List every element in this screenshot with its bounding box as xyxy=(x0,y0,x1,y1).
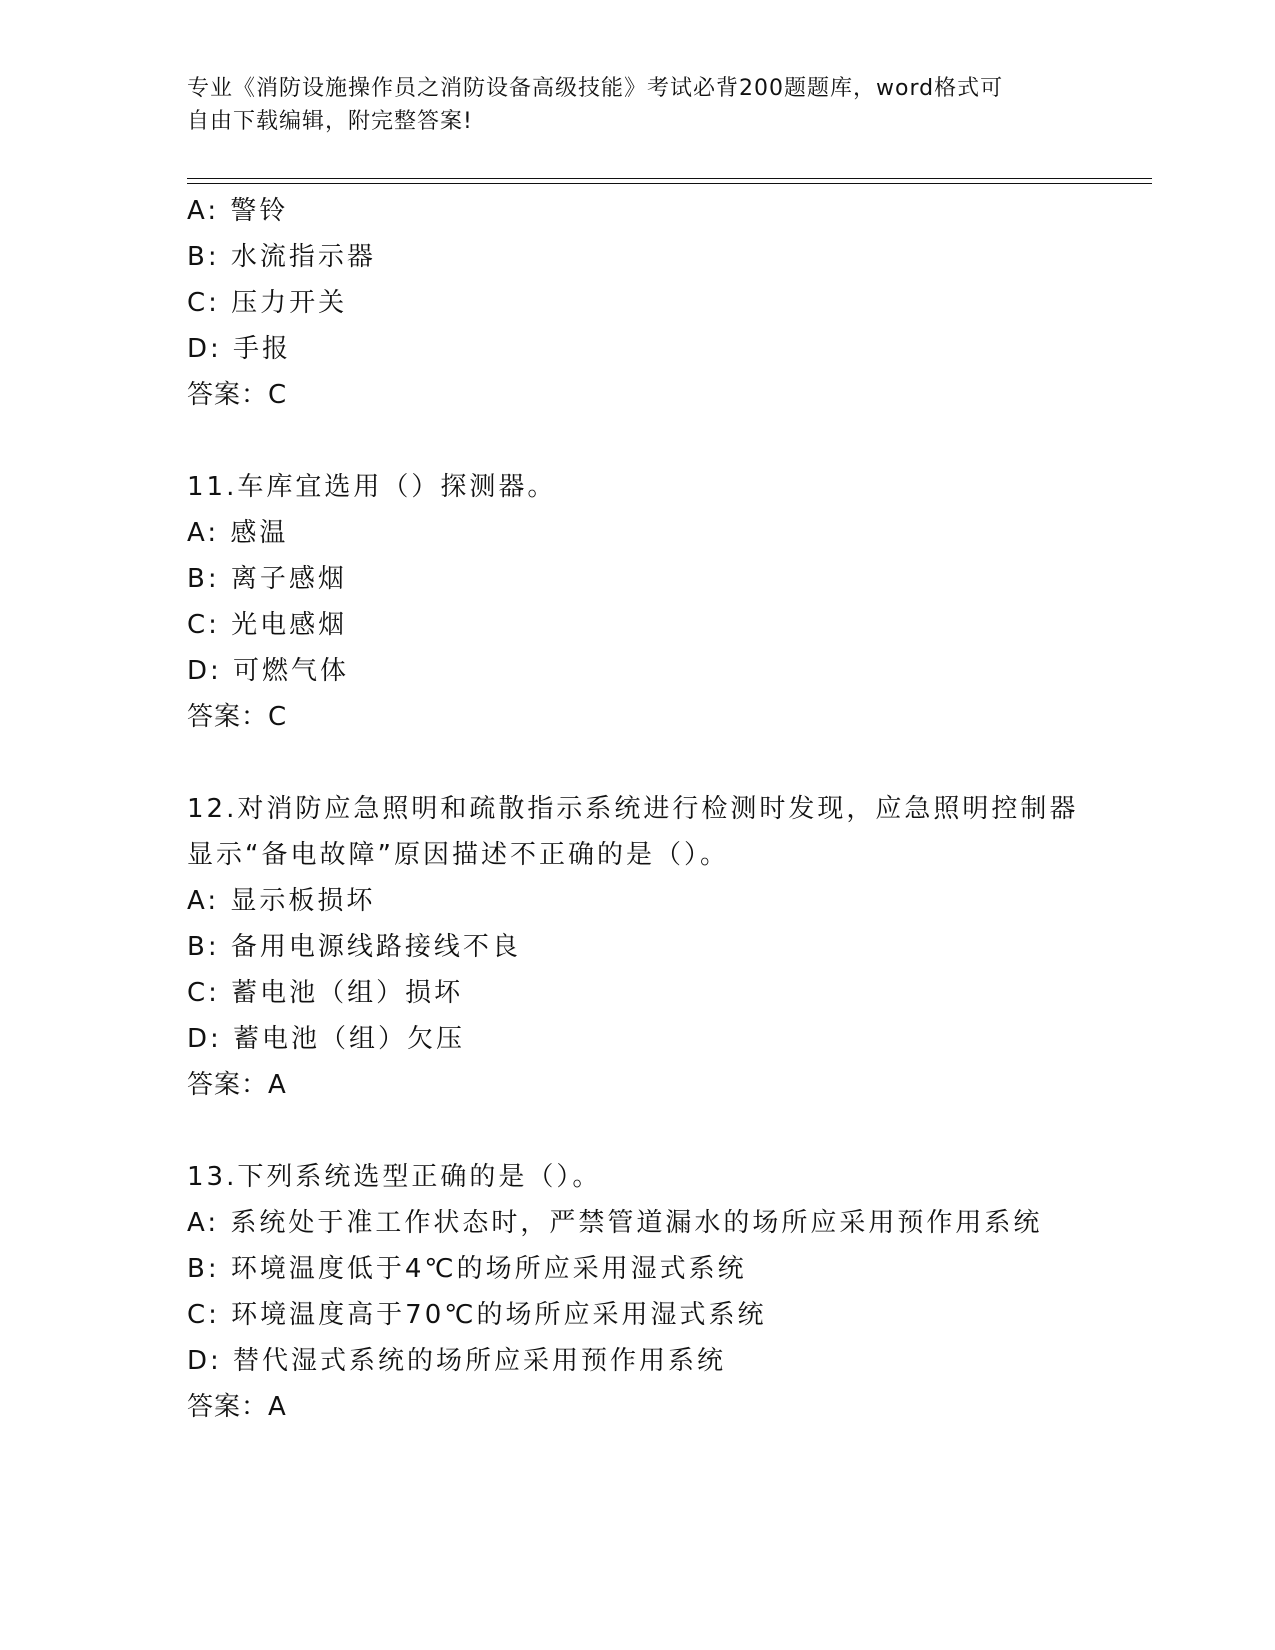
answer: 答案：A xyxy=(187,1070,287,1100)
option-b: B: 离子感烟 xyxy=(187,564,347,594)
header-divider-bottom xyxy=(187,183,1152,184)
document-header xyxy=(187,72,1087,138)
option-a: A: 显示板损坏 xyxy=(187,886,376,916)
option-c: C: 蓄电池（组）损坏 xyxy=(187,978,464,1008)
question-stem-line-1: 12.对消防应急照明和疏散指示系统进行检测时发现，应急照明控制器 xyxy=(187,794,1079,824)
question-13-block xyxy=(187,1154,1147,1430)
option-c: C: 环境温度高于70℃的场所应采用湿式系统 xyxy=(187,1300,767,1330)
spacer xyxy=(187,418,1147,464)
option-a: A: 感温 xyxy=(187,518,289,548)
option-c: C: 光电感烟 xyxy=(187,610,348,640)
question-list xyxy=(187,188,1147,1430)
answer: 答案：A xyxy=(187,1392,287,1422)
question-stem: 13.下列系统选型正确的是（）。 xyxy=(187,1162,602,1192)
option-d: D: 可燃气体 xyxy=(187,656,350,686)
question-stem: 11.车库宜选用（）探测器。 xyxy=(187,472,557,502)
option-d: D: 蓄电池（组）欠压 xyxy=(187,1024,466,1054)
question-stem-line-2: 显示“备电故障”原因描述不正确的是（）。 xyxy=(187,840,729,870)
option-a: A: 警铃 xyxy=(187,196,289,226)
header-line-2: 自由下载编辑，附完整答案! xyxy=(187,109,473,134)
spacer xyxy=(187,1108,1147,1154)
option-d: D: 手报 xyxy=(187,334,292,364)
header-line-1: 专业《消防设施操作员之消防设备高级技能》考试必背200题题库，word格式可 xyxy=(187,76,1004,101)
option-a: A: 系统处于准工作状态时，严禁管道漏水的场所应采用预作用系统 xyxy=(187,1208,1043,1238)
question-10-block xyxy=(187,188,1147,418)
question-12-block xyxy=(187,786,1147,1108)
spacer xyxy=(187,740,1147,786)
answer: 答案：C xyxy=(187,380,288,410)
option-b: B: 水流指示器 xyxy=(187,242,376,272)
option-b: B: 备用电源线路接线不良 xyxy=(187,932,521,962)
option-b: B: 环境温度低于4℃的场所应采用湿式系统 xyxy=(187,1254,747,1284)
option-c: C: 压力开关 xyxy=(187,288,348,318)
question-11-block xyxy=(187,464,1147,740)
header-divider-top xyxy=(187,178,1152,179)
option-d: D: 替代湿式系统的场所应采用预作用系统 xyxy=(187,1346,727,1376)
answer: 答案：C xyxy=(187,702,288,732)
